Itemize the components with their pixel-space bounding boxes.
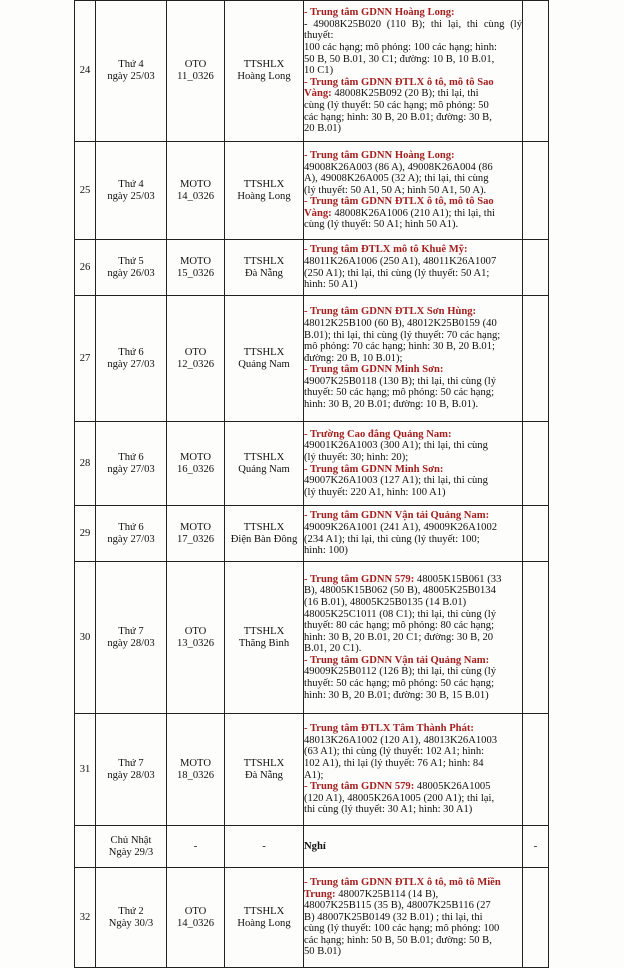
detail-line: (234 A1); thi lại, thi cùng (lý thuyết: 100;: [304, 533, 480, 545]
schedule-row: [75, 714, 549, 826]
note-cell: [523, 562, 549, 714]
row-number: 30: [75, 562, 96, 714]
venue-type: -: [262, 840, 266, 852]
training-center-name: - Trung tâm GDNN Vận tải Quảng Nam:: [304, 654, 490, 666]
row-number: 32: [75, 868, 96, 968]
weekday: Thứ 6: [118, 521, 144, 533]
detail-line: hình: 30 B, 20 B.01, 20 C1; đường: 30 B, 20: [304, 631, 494, 643]
detail-line: hình: 30 B, 20 B.01; đường: 30 B, 15 B.01): [304, 689, 489, 701]
note-cell: [523, 296, 549, 422]
detail-line: (lý thuyết: 220 A1, hình: 100 A1): [304, 486, 446, 498]
training-center-name: - Trung tâm GDNN ĐTLX ô tô, mô tô Sao: [304, 196, 494, 208]
detail-line: 48012K25B100 (60 B), 48012K25B0159 (40: [304, 317, 497, 329]
detail-line: 48005K25C1011 (08 C1); thi lại, thi cùng (lý: [304, 608, 497, 620]
row-number: 27: [75, 296, 96, 422]
detail-line: các hạng; hình: 30 B, 20 B.01; đường: 30 B,: [304, 111, 492, 123]
session-code: 16_0326: [176, 463, 215, 475]
vehicle-type: OTO: [184, 59, 207, 71]
exam-detail-cell: [304, 240, 523, 296]
exam-session-cell: [167, 142, 225, 240]
weekday: Thứ 7: [118, 625, 144, 637]
vehicle-type: OTO: [184, 346, 207, 358]
venue-name: Hoàng Long: [237, 190, 291, 202]
venue-type: TTSHLX: [243, 451, 285, 463]
detail-line: (120 A1), 48005K26A1005 (200 A1); thi lại,: [304, 792, 495, 804]
session-code: 15_0326: [176, 267, 215, 279]
exam-date-cell: [96, 422, 167, 506]
exam-date-cell: [96, 142, 167, 240]
schedule-row: [75, 296, 549, 422]
exam-session-cell: [167, 826, 225, 868]
schedule-row: [75, 1, 549, 142]
note-cell: -: [523, 826, 549, 868]
schedule-row: [75, 562, 549, 714]
weekday: Thứ 5: [118, 255, 144, 267]
weekday: Thứ 2: [118, 905, 144, 917]
detail-line: thi cùng (lý thuyết: 30 A1; hình: 30 A1): [304, 804, 473, 816]
vehicle-type: -: [193, 840, 198, 852]
venue-type: TTSHLX: [243, 346, 285, 358]
training-center-name: - Trường Cao đẳng Quảng Nam:: [304, 428, 452, 440]
date: Ngày 29/3: [108, 846, 154, 858]
vehicle-type: MOTO: [179, 451, 211, 463]
vehicle-type: OTO: [184, 625, 207, 637]
exam-session-cell: [167, 868, 225, 968]
exam-detail-cell: [304, 142, 523, 240]
detail-line: 49007K26A1003 (127 A1); thi lại, thi cùng: [304, 475, 488, 487]
note-cell: [523, 422, 549, 506]
exam-date-cell: [96, 1, 167, 142]
training-center-name: - Trung tâm ĐTLX Tâm Thành Phát:: [304, 723, 474, 735]
detail-line: 49009K26A1001 (241 A1), 49009K26A1002: [304, 521, 498, 533]
exam-detail-cell: [304, 868, 523, 968]
session-code: 17_0326: [176, 533, 215, 545]
detail-line: các hạng; hình: 50 B, 50 B.01; đường: 50 B,: [304, 934, 492, 946]
exam-date-cell: [96, 714, 167, 826]
exam-session-cell: [167, 296, 225, 422]
schedule-body: [75, 1, 549, 968]
date: ngày 26/03: [107, 267, 155, 279]
weekday: Thứ 6: [118, 346, 144, 358]
weekday: Thứ 4: [118, 59, 144, 71]
date: Ngày 30/3: [108, 917, 154, 929]
detail-line: A1);: [304, 769, 324, 781]
training-center-name: - Trung tâm GDNN Minh Sơn:: [304, 463, 444, 475]
detail-line: - 49008K25B020 (110 B); thi lại, thi cùng (lý thuyết:: [304, 18, 522, 42]
venue-type: TTSHLX: [243, 59, 285, 71]
session-code: 13_0326: [176, 637, 215, 649]
venue-name: Thăng Bình: [238, 637, 290, 649]
schedule-row: [75, 826, 549, 868]
date: ngày 28/03: [107, 637, 155, 649]
venue-cell: [225, 296, 304, 422]
row-number: 25: [75, 142, 96, 240]
detail-line: thuyết: 80 các hạng; mô phỏng: 80 các hạng;: [304, 620, 495, 632]
detail-line: B.01); thi lại, thi cùng (lý thuyết: 70 các hạng;: [304, 329, 501, 341]
detail-line: 102 A1), thi lại (lý thuyết: 76 A1; hình: 84: [304, 757, 484, 769]
vehicle-type: MOTO: [179, 521, 211, 533]
venue-cell: [225, 714, 304, 826]
detail-line: 49007K25B0118 (130 B); thi lại, thi cùng (lý: [304, 375, 497, 387]
detail-line: B.01, 20 C1).: [304, 643, 362, 655]
detail-line: - Trung tâm GDNN 579: 48005K26A1005: [304, 781, 491, 793]
detail-line: (lý thuyết: 30; hình: 20);: [304, 451, 409, 463]
weekday: Thứ 7: [118, 757, 144, 769]
detail-line: 50 B, 50 B.01, 30 C1; đường: 10 B, 10 B.01,: [304, 53, 495, 65]
exam-date-cell: [96, 562, 167, 714]
detail-line: (250 A1); thi lại, thi cùng (lý thuyết: 50 A1;: [304, 267, 490, 279]
vehicle-type: MOTO: [179, 757, 211, 769]
detail-line: cùng (lý thuyết: 50 A1; hình 50 A1).: [304, 219, 459, 231]
weekday: Chủ Nhật: [110, 834, 152, 846]
exam-date-cell: [96, 826, 167, 868]
venue-type: TTSHLX: [243, 757, 285, 769]
note-cell: [523, 240, 549, 296]
exam-detail-cell: [304, 506, 523, 562]
detail-line: hình: 50 A1): [304, 279, 358, 291]
detail-line: 48013K26A1002 (120 A1), 48013K26A1003: [304, 734, 498, 746]
exam-session-cell: [167, 1, 225, 142]
exam-detail-cell: [304, 422, 523, 506]
detail-line: thuyết: 50 các hạng; mô phỏng: 50 các hạng;: [304, 678, 495, 690]
venue-name: Hoàng Long: [237, 71, 291, 82]
detail-line: thuyết: 50 các hạng; mô phỏng: 50 các hạng;: [304, 387, 495, 399]
date: ngày 27/03: [107, 358, 155, 370]
training-center-name: - Trung tâm GDNN Vận tải Quảng Nam:: [304, 510, 490, 522]
schedule-row: [75, 868, 549, 968]
detail-line: 48011K26A1006 (250 A1), 48011K26A1007: [304, 255, 497, 267]
venue-type: TTSHLX: [243, 178, 285, 190]
session-code: 12_0326: [176, 358, 215, 370]
detail-line: 20 B.01): [304, 123, 342, 135]
detail-line: Trung: 48007K25B114 (14 B),: [304, 888, 439, 900]
day-off-label: Nghỉ: [304, 826, 523, 868]
detail-line: 100 các hạng; mô phỏng: 100 các hạng; hình:: [304, 42, 497, 54]
venue-name: Đà Nẵng: [245, 769, 283, 781]
exam-session-cell: [167, 562, 225, 714]
exam-date-cell: [96, 506, 167, 562]
vehicle-type: MOTO: [179, 178, 211, 190]
venue-type: TTSHLX: [243, 625, 285, 637]
session-code: 18_0326: [176, 769, 215, 781]
exam-schedule-table: [74, 0, 549, 968]
detail-line: 10 C1): [304, 65, 334, 77]
exam-session-cell: [167, 240, 225, 296]
venue-name: Điện Bàn Đông: [230, 533, 298, 545]
detail-line: Vàng: 48008K25B092 (20 B); thi lại, thi: [304, 88, 479, 100]
note-cell: [523, 714, 549, 826]
detail-line: 49001K26A1003 (300 A1); thi lại, thi cùng: [304, 440, 488, 452]
detail-line: 49009K25B0112 (126 B); thi lại, thi cùng (lý: [304, 666, 497, 678]
schedule-row: [75, 506, 549, 562]
exam-date-cell: [96, 868, 167, 968]
detail-line: 48007K25B115 (35 B), 48007K25B116 (27: [304, 900, 491, 912]
note-cell: [523, 868, 549, 968]
schedule-row: [75, 142, 549, 240]
row-number: 28: [75, 422, 96, 506]
detail-line: 50 B.01): [304, 946, 342, 958]
training-center-name: - Trung tâm ĐTLX mô tô Khuê Mỹ:: [304, 244, 468, 256]
venue-name: Quảng Nam: [238, 463, 290, 475]
exam-date-cell: [96, 240, 167, 296]
detail-line: Vàng: 48008K26A1006 (210 A1); thi lại, thi: [304, 207, 495, 219]
venue-name: Hoàng Long: [237, 917, 291, 929]
schedule-row: [75, 240, 549, 296]
exam-session-cell: [167, 714, 225, 826]
venue-cell: [225, 240, 304, 296]
detail-line: (16 B.01), 48005K25B0135 (14 B.01): [304, 596, 467, 608]
detail-line: cùng (lý thuyết: 50 các hạng; mô phỏng: 50: [304, 99, 489, 111]
detail-line: A), 49008K26A005 (32 A); thi lại, thi cùng: [304, 173, 489, 185]
weekday: Thứ 4: [118, 178, 144, 190]
row-number: 31: [75, 714, 96, 826]
detail-line: hình: 30 B, 20 B.01; đường: 10 B, B.01).: [304, 399, 479, 411]
row-number: 24: [75, 1, 96, 142]
session-code: 11_0326: [177, 71, 214, 82]
weekday: Thứ 6: [118, 451, 144, 463]
row-number: 29: [75, 506, 96, 562]
exam-detail-cell: [304, 562, 523, 714]
detail-line: mô phỏng: 70 các hạng; hình: 30 B, 20 B.01;: [304, 341, 495, 353]
training-center-name: - Trung tâm GDNN Hoàng Long:: [304, 149, 455, 161]
venue-type: TTSHLX: [243, 521, 285, 533]
training-center-name: - Trung tâm GDNN Minh Sơn:: [304, 364, 444, 376]
detail-line: 49008K26A003 (86 A), 49008K26A004 (86: [304, 161, 493, 173]
note-cell: [523, 1, 549, 142]
venue-name: Quảng Nam: [238, 358, 290, 370]
detail-line: - Trung tâm GDNN 579: 48005K15B061 (33: [304, 573, 502, 585]
venue-name: Đà Nẵng: [245, 267, 283, 279]
vehicle-type: OTO: [184, 905, 207, 917]
venue-cell: [225, 1, 304, 142]
exam-detail-cell: [304, 296, 523, 422]
date: ngày 25/03: [107, 71, 155, 82]
note-cell: [523, 142, 549, 240]
detail-line: B) 48007K25B0149 (32 B.01) ; thi lại, thi: [304, 911, 483, 923]
detail-line: (63 A1); thi cùng (lý thuyết: 102 A1; hình:: [304, 746, 485, 758]
date: ngày 27/03: [107, 463, 155, 475]
note-cell: [523, 506, 549, 562]
venue-type: TTSHLX: [243, 255, 285, 267]
session-code: 14_0326: [176, 917, 215, 929]
detail-line: cùng (lý thuyết: 100 các hạng; mô phỏng: 100: [304, 923, 500, 935]
exam-detail-cell: [304, 1, 523, 142]
venue-cell: [225, 422, 304, 506]
date: ngày 25/03: [107, 190, 155, 202]
venue-cell: [225, 142, 304, 240]
training-center-name: - Trung tâm GDNN ĐTLX ô tô, mô tô Sao: [304, 76, 494, 88]
schedule-row: [75, 422, 549, 506]
date: ngày 28/03: [107, 769, 155, 781]
vehicle-type: MOTO: [179, 255, 211, 267]
venue-cell: [225, 562, 304, 714]
exam-date-cell: [96, 296, 167, 422]
session-code: 14_0326: [176, 190, 215, 202]
detail-line: hình: 100): [304, 545, 348, 557]
venue-cell: [225, 868, 304, 968]
date: ngày 27/03: [107, 533, 155, 545]
venue-type: TTSHLX: [243, 905, 285, 917]
exam-session-cell: [167, 506, 225, 562]
exam-detail-cell: [304, 714, 523, 826]
training-center-name: - Trung tâm GDNN ĐTLX Sơn Hùng:: [304, 306, 477, 318]
row-number: [75, 826, 96, 868]
detail-line: đường: 20 B, 10 B.01);: [304, 352, 403, 364]
detail-line: (lý thuyết: 50 A1, 50 A; hình 50 A1, 50 A).: [304, 184, 487, 196]
venue-cell: [225, 826, 304, 868]
training-center-name: - Trung tâm GDNN ĐTLX ô tô, mô tô Miền: [304, 876, 501, 888]
venue-cell: [225, 506, 304, 562]
detail-line: B), 48005K15B062 (50 B), 48005K25B0134: [304, 585, 496, 597]
training-center-name: - Trung tâm GDNN Hoàng Long:: [304, 7, 455, 19]
row-number: 26: [75, 240, 96, 296]
exam-session-cell: [167, 422, 225, 506]
